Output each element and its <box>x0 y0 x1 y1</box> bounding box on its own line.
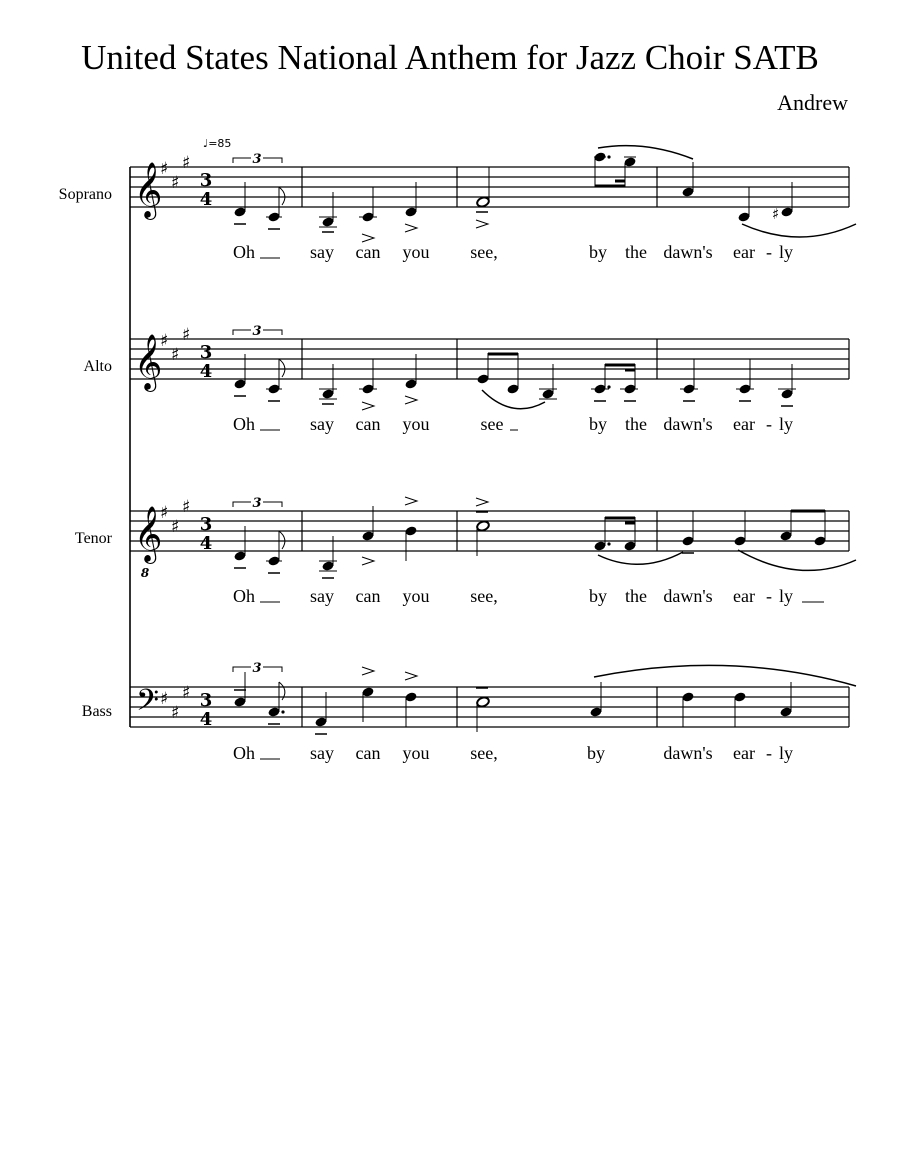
svg-text:♯: ♯ <box>171 345 180 365</box>
svg-text:ly: ly <box>778 414 794 434</box>
svg-text:say: say <box>310 586 334 606</box>
svg-text:you: you <box>402 242 430 262</box>
staff-alto <box>84 324 849 434</box>
svg-text:see,: see, <box>470 586 498 606</box>
treble-clef-icon: 𝄞 <box>134 162 163 218</box>
svg-text:ly: ly <box>778 743 794 763</box>
note <box>733 511 746 547</box>
lyrics-soprano <box>233 242 793 262</box>
tuplet-number: 3 <box>252 661 262 676</box>
svg-text:can: can <box>355 414 381 434</box>
treble-clef-icon: 𝄞 <box>134 506 163 562</box>
svg-text:ear: ear <box>733 743 755 763</box>
svg-text:ear: ear <box>733 242 755 262</box>
svg-text:can: can <box>355 743 381 763</box>
note <box>772 182 794 223</box>
note <box>359 187 377 242</box>
part-name-alto: Alto <box>83 358 112 375</box>
svg-text:ear: ear <box>733 586 755 606</box>
lyrics-tenor <box>233 586 824 606</box>
svg-text:ly: ly <box>778 242 794 262</box>
tuplet-number: 3 <box>252 496 262 511</box>
score-title: United States National Anthem for Jazz Choir SATB <box>81 38 819 77</box>
time-signature-bottom: 4 <box>199 361 213 382</box>
note <box>736 359 754 401</box>
note <box>681 511 694 553</box>
svg-text:-: - <box>766 586 772 606</box>
note <box>733 691 746 727</box>
svg-text:say: say <box>310 414 334 434</box>
staff-tenor <box>75 496 856 606</box>
lyrics-alto <box>233 414 793 434</box>
note <box>233 182 246 224</box>
note <box>266 359 285 401</box>
svg-text:♯: ♯ <box>160 503 169 523</box>
svg-text:see,: see, <box>470 743 498 763</box>
svg-text:Oh: Oh <box>233 414 255 434</box>
tuplet-number: 3 <box>252 152 262 167</box>
svg-text:♯: ♯ <box>160 689 169 709</box>
composer-name: Andrew <box>777 90 848 115</box>
svg-text:the: the <box>625 414 647 434</box>
svg-text:say: say <box>310 242 334 262</box>
svg-text:you: you <box>402 414 430 434</box>
note <box>319 192 337 232</box>
tempo-marking: ♩=85 <box>203 137 232 150</box>
svg-text:dawn's: dawn's <box>663 242 713 262</box>
note <box>319 364 337 404</box>
svg-text:dawn's: dawn's <box>663 586 713 606</box>
svg-text:Oh: Oh <box>233 743 255 763</box>
svg-text:by: by <box>589 242 607 262</box>
svg-text:♯: ♯ <box>182 153 191 173</box>
lyrics-bass <box>233 743 793 763</box>
svg-text:by: by <box>587 743 605 763</box>
svg-text:say: say <box>310 743 334 763</box>
svg-text:can: can <box>355 586 381 606</box>
svg-text:♯: ♯ <box>160 159 169 179</box>
note <box>404 672 417 727</box>
note <box>593 151 636 187</box>
treble-clef-icon: 𝄞 <box>134 334 163 390</box>
svg-text:♯: ♯ <box>182 325 191 345</box>
svg-text:♯: ♯ <box>171 517 180 537</box>
part-name-bass: Bass <box>81 703 112 720</box>
time-signature-top: 3 <box>199 342 213 363</box>
time-signature-top: 3 <box>199 690 213 711</box>
svg-text:by: by <box>589 414 607 434</box>
octave-mark: 8 <box>140 566 150 580</box>
bass-clef-icon: 𝄢 <box>136 684 160 725</box>
svg-text:Oh: Oh <box>233 242 255 262</box>
svg-text:-: - <box>766 414 772 434</box>
time-signature-bottom: 4 <box>199 189 213 210</box>
svg-text:ear: ear <box>733 414 755 434</box>
svg-text:by: by <box>589 586 607 606</box>
note <box>233 672 246 708</box>
svg-text:♯: ♯ <box>772 205 780 223</box>
time-signature-bottom: 4 <box>199 533 213 554</box>
tuplet-number: 3 <box>252 324 262 339</box>
note <box>314 692 327 734</box>
note <box>476 498 490 556</box>
svg-text:you: you <box>402 586 430 606</box>
svg-text:dawn's: dawn's <box>663 414 713 434</box>
svg-text:Oh: Oh <box>233 586 255 606</box>
time-signature-bottom: 4 <box>199 709 213 730</box>
svg-text:-: - <box>766 743 772 763</box>
svg-text:♯: ♯ <box>171 173 180 193</box>
svg-text:♯: ♯ <box>160 331 169 351</box>
svg-text:ly: ly <box>778 586 794 606</box>
note <box>361 506 374 565</box>
note <box>680 359 698 401</box>
note <box>266 187 285 229</box>
note <box>681 691 694 727</box>
svg-text:♯: ♯ <box>182 683 191 703</box>
svg-text:you: you <box>402 743 430 763</box>
part-name-tenor: Tenor <box>74 530 112 547</box>
svg-text:see: see <box>480 414 504 434</box>
svg-text:dawn's: dawn's <box>663 743 713 763</box>
staff-soprano <box>59 146 856 262</box>
svg-text:♯: ♯ <box>182 497 191 517</box>
note <box>233 526 246 568</box>
note <box>266 531 285 573</box>
time-signature-top: 3 <box>199 514 213 535</box>
staff-bass <box>82 661 856 763</box>
note <box>267 682 284 724</box>
note <box>319 536 337 578</box>
note <box>593 517 636 552</box>
note <box>476 688 490 732</box>
note <box>361 667 374 722</box>
svg-text:see,: see, <box>470 242 498 262</box>
note <box>778 364 796 406</box>
svg-text:the: the <box>625 586 647 606</box>
note <box>737 187 750 223</box>
note <box>233 354 246 396</box>
time-signature-top: 3 <box>199 170 213 191</box>
svg-text:♯: ♯ <box>171 703 180 723</box>
note <box>359 359 377 410</box>
svg-text:can: can <box>355 242 381 262</box>
svg-text:-: - <box>766 242 772 262</box>
part-name-soprano: Soprano <box>58 186 112 203</box>
svg-text:the: the <box>625 242 647 262</box>
